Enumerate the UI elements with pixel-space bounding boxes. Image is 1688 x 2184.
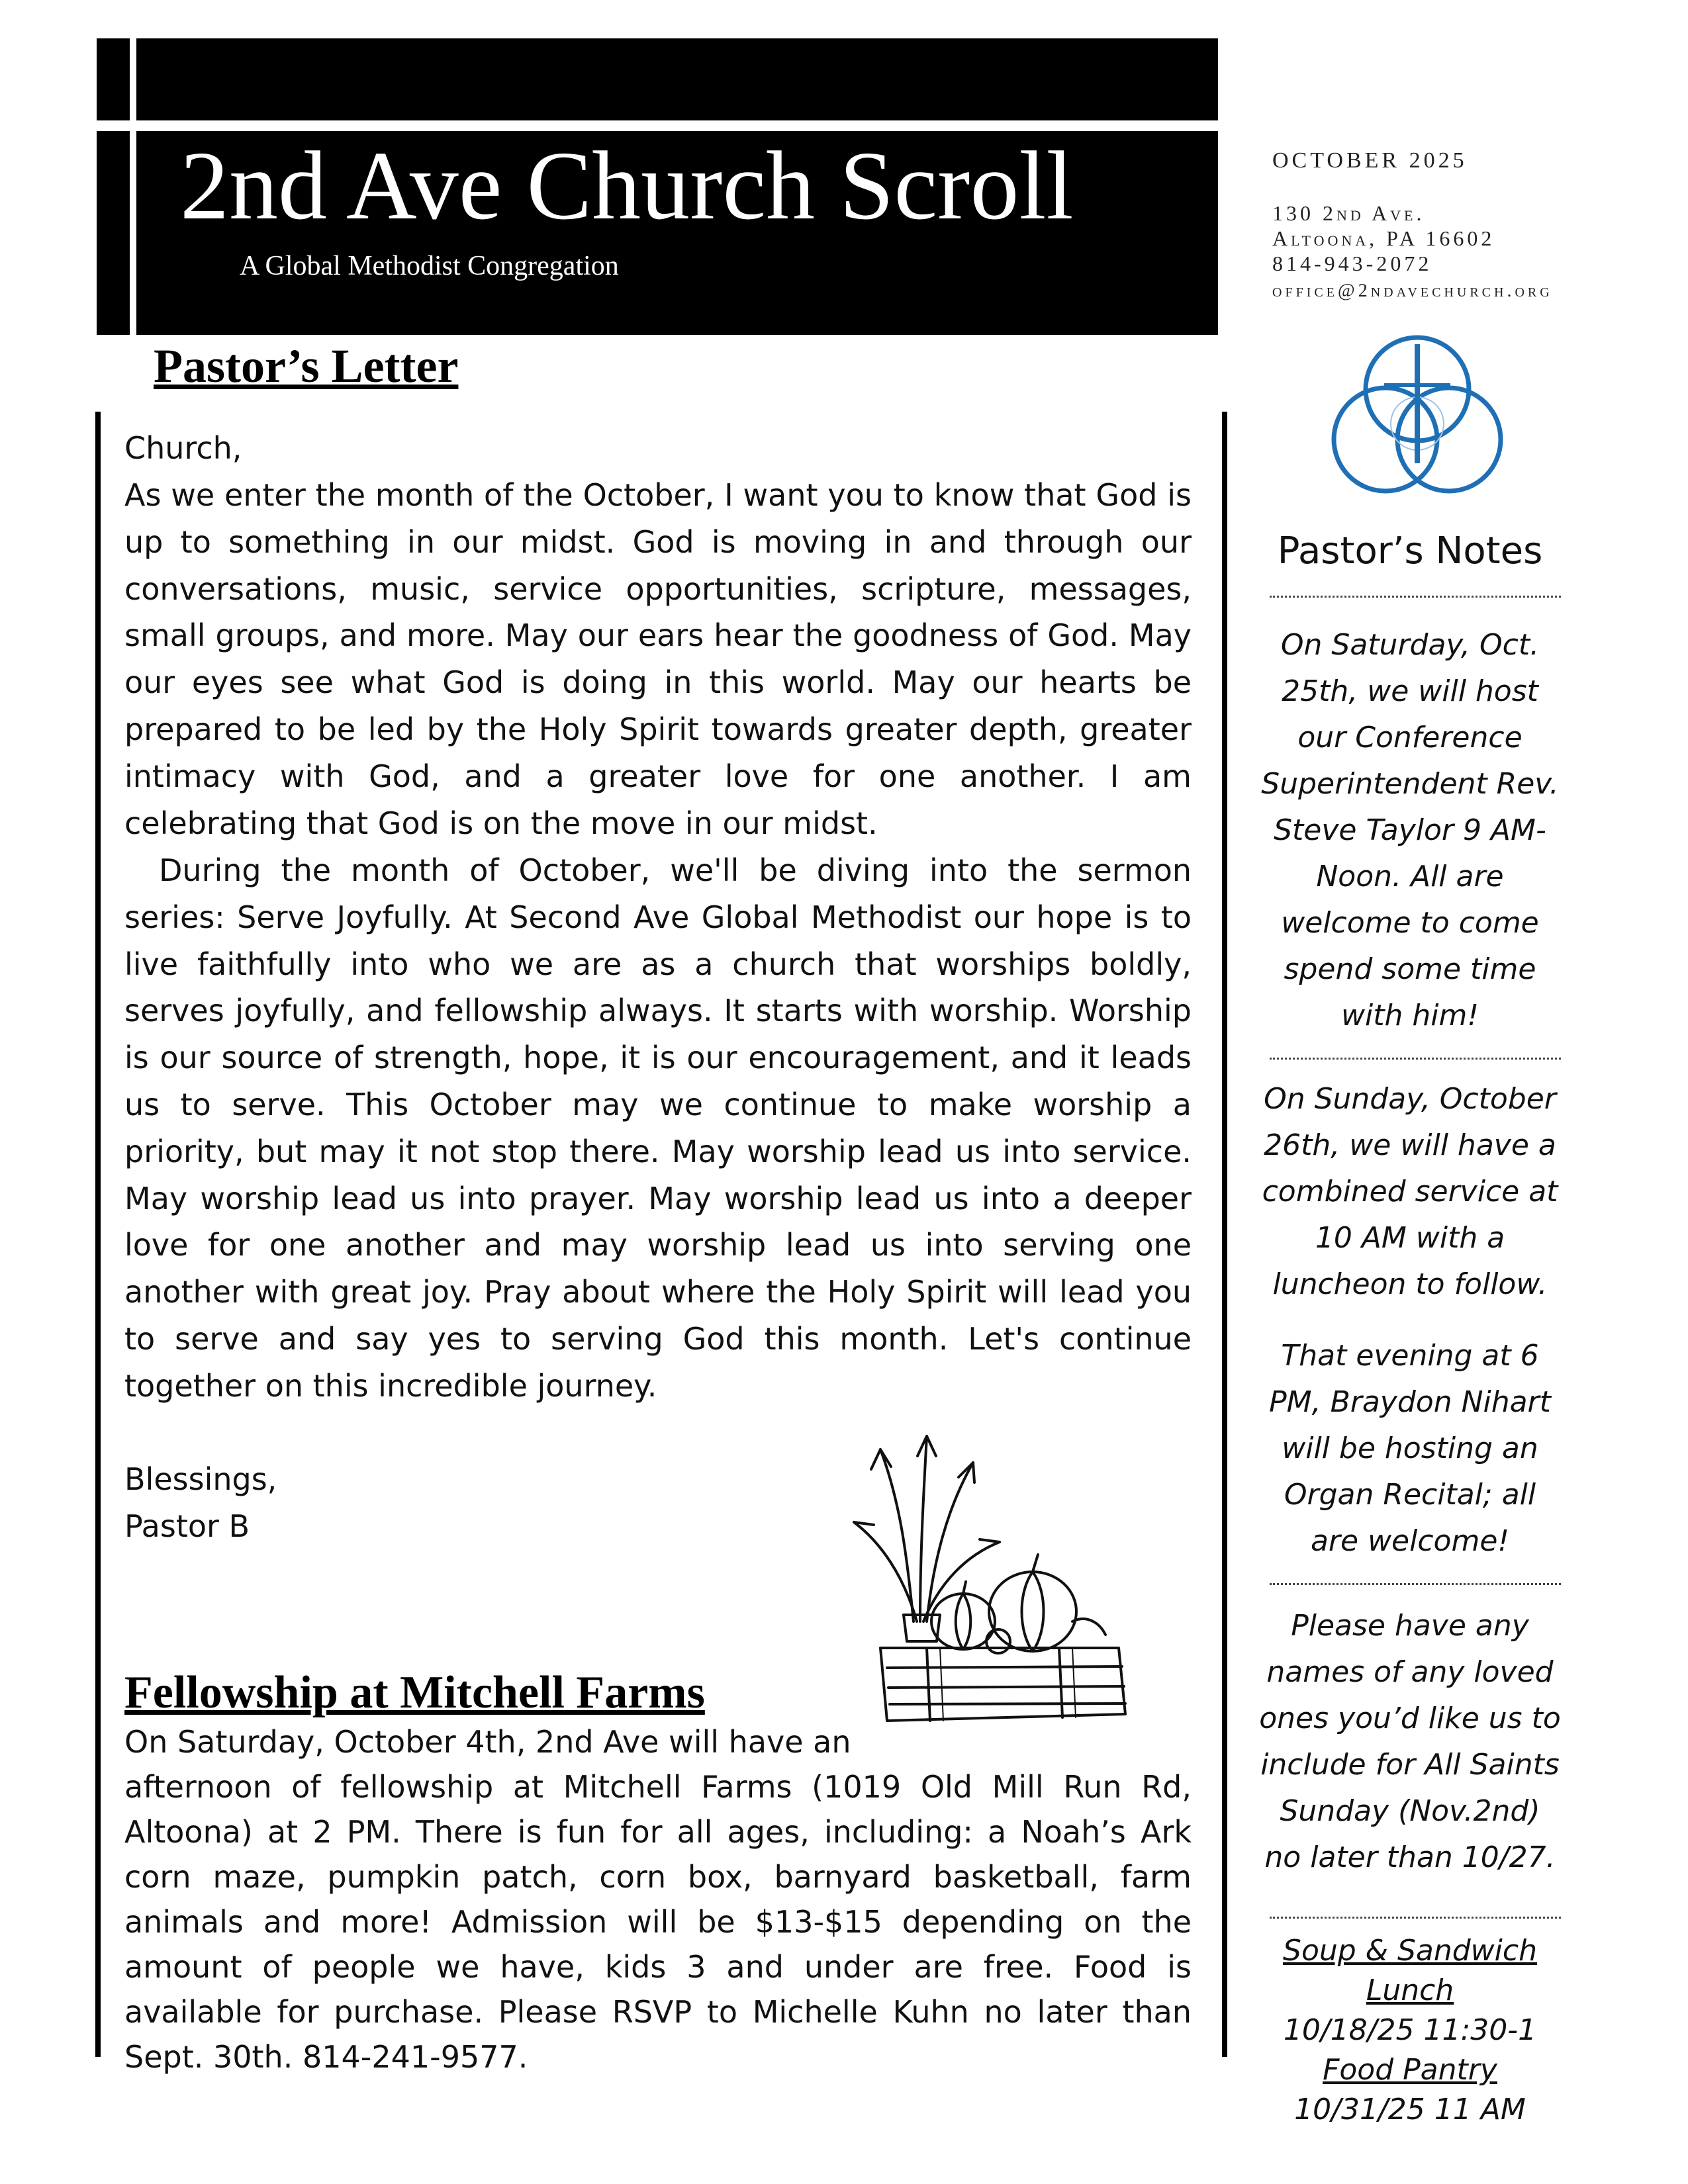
letter-closing: Blessings, [124,1461,277,1497]
address-street: 130 2nd Ave. [1272,201,1425,225]
address-email: office@2ndavechurch.org [1272,281,1553,301]
letter-signature: Pastor B [124,1508,250,1544]
content-right-border [1222,412,1227,2057]
letter-paragraph-1: As we enter the month of the October, I want you to know that God is up to something in our midst. God is moving in and through our conversations, music, service opportunities, scripture, messages, small groups, and more. May our ears hear the goodness of God. May our eyes see what God is doing in this world. May our hearts be prepared to be led by the Holy Spirit towards greater depth, greater intimacy with God, and a greater love for one another. I am celebrating that God is on the move in our midst. [124,477,1192,841]
address-phone: 814-943-2072 [1272,251,1432,275]
pastor-notes-title: Pastor’s Notes [1277,529,1543,572]
pastor-note-2: On Sunday, October 26th, we will have a combined service at 10 AM with a luncheon to follow. [1262,1082,1558,1301]
pastor-note-1: On Saturday, Oct. 25th, we will host our Conference Superintendent Rev. Steve Taylor 9 AM-Noon. All are welcome to come spend some time with him! [1261,628,1559,1032]
masthead-top-bar [97,38,1218,120]
newsletter-title: 2nd Ave Church Scroll [180,132,1074,240]
pastor-note-4: Please have any names of any loved ones you’d like us to include for All Saints Sunday (Nov.2nd) no later than 10/27. [1259,1609,1561,1874]
event-pantry-title: Food Pantry [1323,2053,1497,2087]
content-left-border [95,412,101,2057]
newsletter-subtitle: A Global Methodist Congregation [240,251,619,281]
divider [1270,1058,1561,1060]
address-city: Altoona, PA 16602 [1272,226,1495,250]
event-soup-title: Soup & Sandwich [1283,1934,1537,1968]
harvest-wheat-pumpkins-icon [841,1423,1152,1734]
masthead-divider [130,38,136,335]
letter-greeting: Church, [124,430,242,466]
fellowship-text: afternoon of fellowship at Mitchell Farms (1019 Old Mill Run Rd, Altoona) at 2 PM. There is fun for all ages, including: a Noah’s Ark corn maze, pumpkin patch, corn box, barnyard basketball, farm animals and more! Admission will be $13-$15 depending on the amount of people we have, kids 3 and under are free. Food is available for purchase. Please RSVP to Michelle Kuhn no later than Sept. 30th. 814-241-9577. [124,1769,1192,2075]
divider [1270,596,1561,598]
pastor-note-3: That evening at 6 PM, Braydon Nihart will be hosting an Organ Recital; all are welcome! [1269,1339,1551,1558]
issue-date: OCTOBER 2025 [1272,148,1468,173]
letter-paragraph-2: During the month of October, we'll be diving into the sermon series: Serve Joyfully. At Second Ave Global Methodist our hope is to live faithfully into who we are as a church that worships boldly, serves joyfully, and fellowship always. It starts with worship. Worship is our source of strength, hope, it is our encouragement, and it leads us to serve. This October may we continue to make worship a priority, but may it not stop there. May worship lead us into service. May worship lead us into prayer. May worship lead us into a deeper love for one another and may worship lead us into serving one another with great joy. Pray about where the Holy Spirit will lead you to serve and say yes to serving God this month. Let's continue together on this incredible journey. [124,852,1192,1404]
divider [1270,1583,1561,1585]
fellowship-text-line1: On Saturday, October 4th, 2nd Ave will have an [124,1724,851,1760]
event-pantry-when: 10/31/25 11 AM [1294,2093,1526,2126]
event-soup-when: 10/18/25 11:30-1 [1283,2013,1537,2047]
pastor-letter-heading: Pastor’s Letter [154,340,459,392]
fellowship-heading: Fellowship at Mitchell Farms [124,1667,705,1718]
global-methodist-logo-icon [1321,331,1513,503]
event-soup-title-2: Lunch [1366,1974,1454,2007]
divider [1270,1917,1561,1919]
